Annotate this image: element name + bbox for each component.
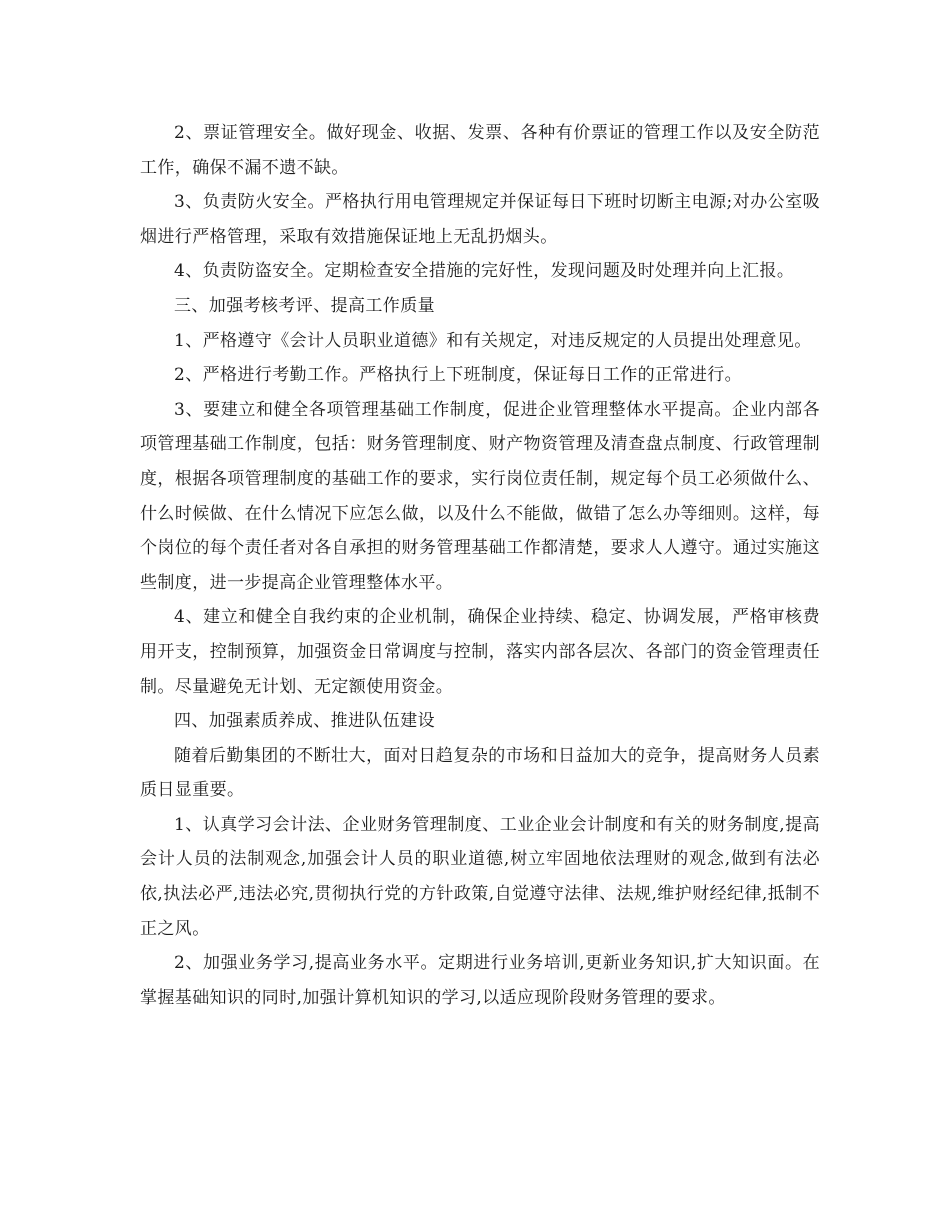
paragraph-ticket-security: 2、票证管理安全。做好现金、收据、发票、各种有价票证的管理工作以及安全防范工作，确保不漏不遗不缺。 [140, 123, 820, 178]
paragraph-management-system: 3、要建立和健全各项管理基础工作制度，促进企业管理整体水平提高。企业内部各项管理基础工作制度，包括：财务管理制度、财产物资管理及清查盘点制度、行政管理制度，根据各项管理制度的基础工作的要求，实行岗位责任制，规定每个员工必须做什么、什么时候做、在什么情况下应怎么做，以及什么不能做，做错了怎么办等细则。这样，每个岗位的每个责任者对各自承担的财务管理基础工作都清楚，要求人人遵守。通过实施这些制度，进一步提高企业管理整体水平。 [140, 399, 820, 593]
paragraph-self-discipline: 4、建立和健全自我约束的企业机制，确保企业持续、稳定、协调发展，严格审核费用开支，控制预算，加强资金日常调度与控制，落实内部各层次、各部门的资金管理责任制。尽量避免无计划、无定额使用资金。 [140, 607, 820, 697]
paragraph-team-intro: 随着后勤集团的不断壮大，面对日趋复杂的市场和日益加大的竞争，提高财务人员素质日显重要。 [140, 745, 820, 801]
paragraph-business-study: 2、加强业务学习,提高业务水平。定期进行业务培训,更新业务知识,扩大知识面。在掌握基础知识的同时,加强计算机知识的学习,以适应现阶段财务管理的要求。 [140, 953, 820, 1008]
paragraph-ethics: 1、严格遵守《会计人员职业道德》和有关规定，对违反规定的人员提出处理意见。 [174, 330, 812, 351]
section-heading-team-building: 四、加强素质养成、推进队伍建设 [174, 711, 435, 732]
paragraph-fire-safety: 3、负责防火安全。严格执行用电管理规定并保证每日下班时切断主电源;对办公室吸烟进行严格管理，采取有效措施保证地上无乱扔烟头。 [140, 192, 820, 247]
paragraph-theft-prevention: 4、负责防盗安全。定期检查安全措施的完好性，发现问题及时处理并向上汇报。 [174, 261, 795, 282]
paragraph-study-law: 1、认真学习会计法、企业财务管理制度、工业企业会计制度和有关的财务制度,提高会计人员的法制观念,加强会计人员的职业道德,树立牢固地依法理财的观念,做到有法必依,执法必严,违法必究,贯彻执行党的方针政策,自觉遵守法律、法规,维护财经纪律,抵制不正之风。 [140, 814, 820, 939]
section-heading-assessment: 三、加强考核考评、提高工作质量 [174, 295, 435, 316]
document-body [140, 116, 820, 1015]
paragraph-attendance: 2、严格进行考勤工作。严格执行上下班制度，保证每日工作的正常进行。 [174, 365, 743, 386]
